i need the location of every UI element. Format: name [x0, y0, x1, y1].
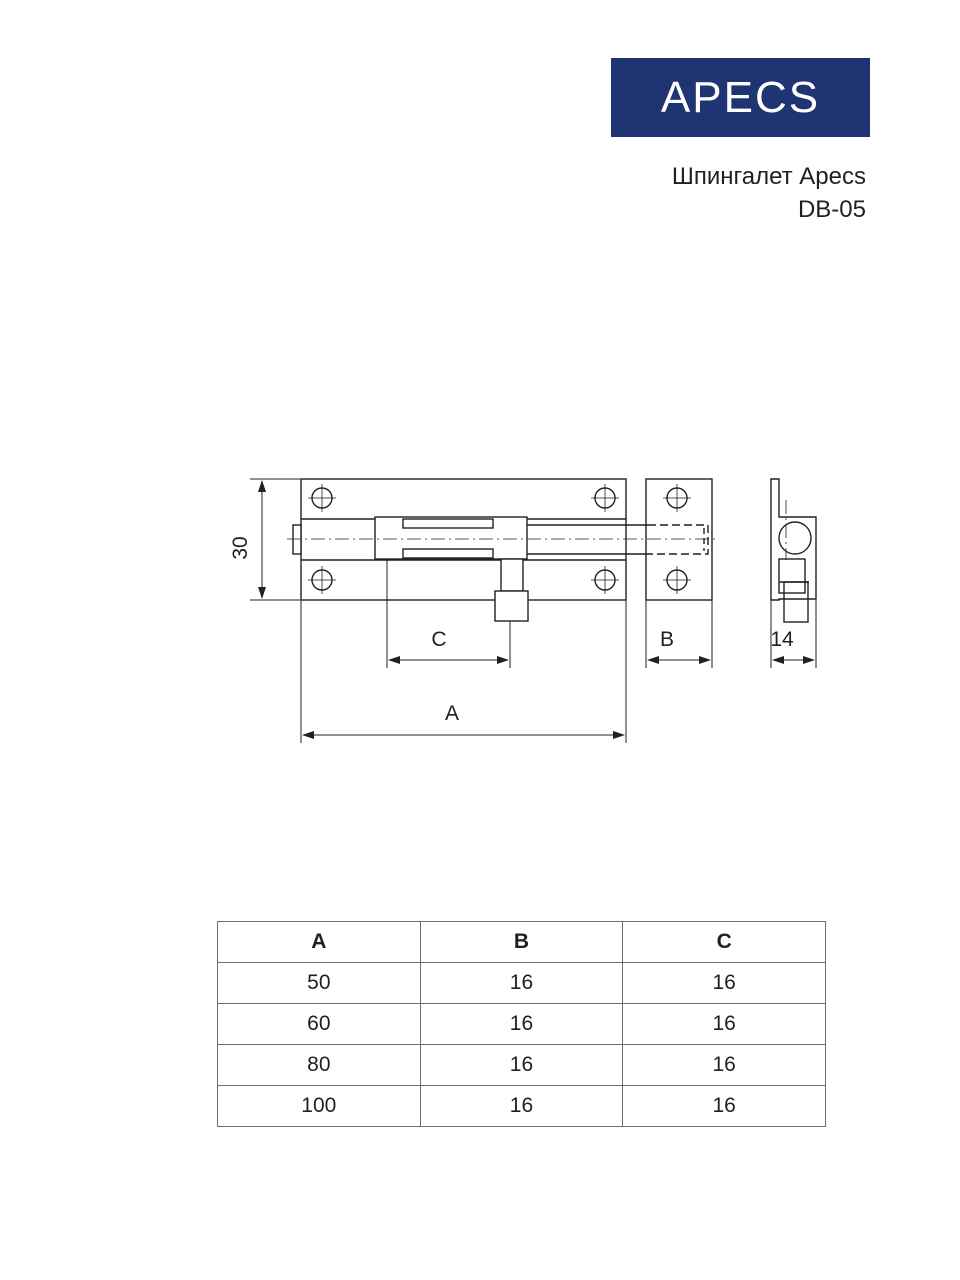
- table-cell: 16: [420, 1004, 623, 1045]
- dimensions-table: [217, 921, 826, 1127]
- table-cell: 16: [623, 1045, 826, 1086]
- logo-text: APECS: [660, 72, 821, 122]
- table-cell: 16: [623, 1004, 826, 1045]
- mounting-hole-icon: [308, 566, 336, 594]
- table-cell: 16: [420, 1045, 623, 1086]
- dimension-height-label: 30: [229, 536, 252, 560]
- dimension-depth-label: 14: [770, 628, 794, 651]
- column-header-b: B: [420, 922, 623, 963]
- table-cell: 16: [420, 1086, 623, 1127]
- table-row: [218, 1004, 826, 1045]
- mounting-hole-icon: [591, 484, 619, 512]
- table-cell: 80: [218, 1045, 421, 1086]
- table-header-row: [218, 922, 826, 963]
- column-header-a: A: [218, 922, 421, 963]
- product-name: Шпингалет Apecs: [671, 163, 866, 190]
- column-header-c: C: [623, 922, 826, 963]
- mounting-hole-icon: [663, 566, 691, 594]
- table-row: [218, 1086, 826, 1127]
- table-row: [218, 1045, 826, 1086]
- mounting-hole-icon: [308, 484, 336, 512]
- dimension-a-label: A: [444, 702, 460, 725]
- table-cell: 16: [623, 963, 826, 1004]
- bolt-handle: [495, 591, 528, 621]
- dimension-c-label: C: [431, 628, 447, 651]
- dimension-b-label: B: [659, 628, 675, 651]
- strike-plate-view: [646, 479, 712, 600]
- table-cell: 16: [420, 963, 623, 1004]
- table-cell: 100: [218, 1086, 421, 1127]
- mounting-hole-icon: [591, 566, 619, 594]
- side-view: [771, 479, 816, 622]
- product-model: DB-05: [797, 196, 866, 223]
- table-row: [218, 963, 826, 1004]
- table-cell: 60: [218, 1004, 421, 1045]
- mounting-hole-icon: [663, 484, 691, 512]
- table-cell: 16: [623, 1086, 826, 1127]
- table-cell: 50: [218, 963, 421, 1004]
